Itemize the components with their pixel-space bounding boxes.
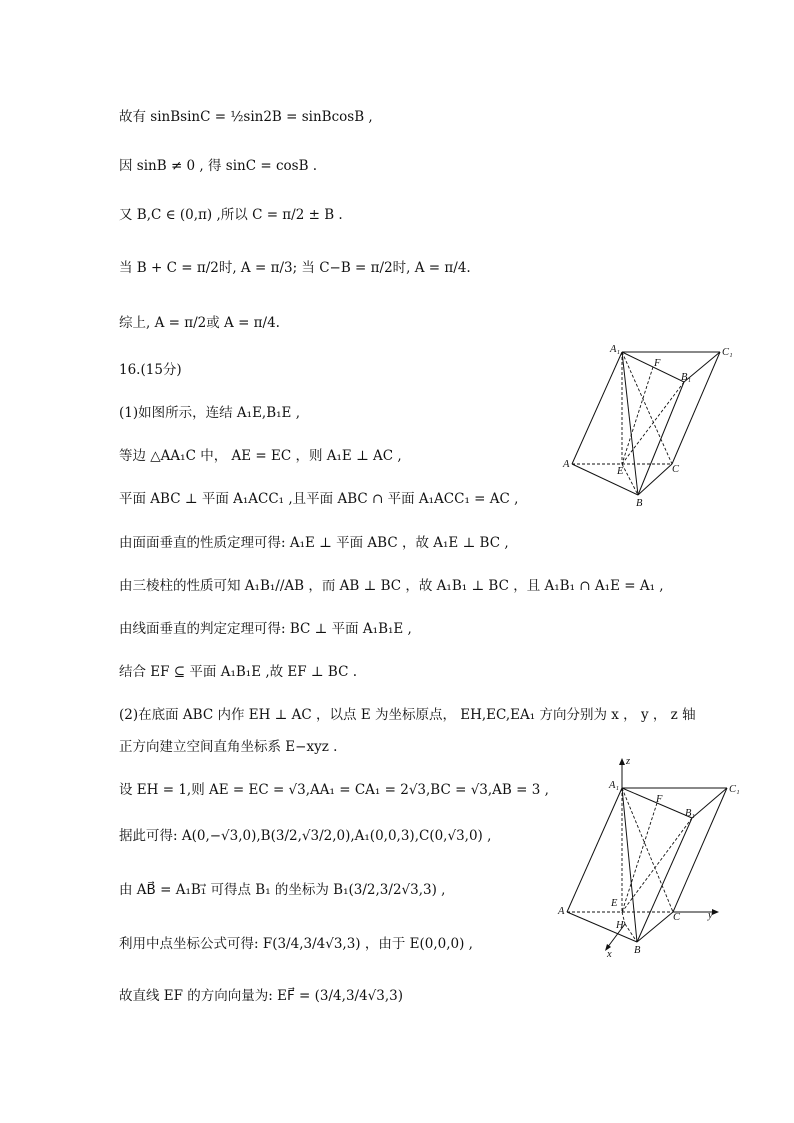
label-E: E — [617, 466, 624, 477]
label-C: C — [672, 464, 680, 475]
solution-line: 设 EH = 1,则 AE = EC = √3,AA₁ = CA₁ = 2√3,BC = √3,AB = 3 , — [119, 782, 549, 798]
solution-line: 当 B + C = π/2时, A = π/3; 当 C−B = π/2时, A = π/4. — [119, 260, 471, 276]
solution-line: 故直线 EF 的方向向量为: EF⃗ = (3/4,3/4√3,3) — [119, 988, 404, 1004]
label-B1: B₁ — [685, 808, 696, 819]
solution-line: 由三棱柱的性质可知 A₁B₁//AB ，而 AB ⊥ BC ，故 A₁B₁ ⊥ BC ，且 A₁B₁ ∩ A₁E = A₁ , — [119, 578, 664, 594]
label-E: E — [611, 898, 618, 909]
solution-line: 据此可得: A(0,−√3,0),B(3/2,√3/2,0),A₁(0,0,3),C(0,√3,0) , — [119, 828, 492, 844]
label-y: y — [708, 910, 713, 921]
label-C1: C₁ — [729, 784, 740, 795]
label-F: F — [656, 794, 663, 805]
solution-line: 利用中点坐标公式可得: F(3/4,3/4√3,3) ，由于 E(0,0,0) , — [119, 936, 473, 952]
prism-figure-1 — [560, 340, 740, 510]
solution-line: 因 sinB ≠ 0 , 得 sinC = cosB . — [119, 158, 318, 174]
label-z: z — [626, 756, 631, 767]
label-F: F — [654, 358, 661, 369]
z-arrowhead — [619, 758, 625, 765]
solution-line: 由面面垂直的性质定理可得: A₁E ⊥ 平面 ABC ，故 A₁E ⊥ BC , — [119, 535, 509, 551]
label-A: A — [563, 459, 570, 470]
solution-line: 等边 △AA₁C 中， AE = EC ，则 A₁E ⊥ AC , — [119, 448, 402, 464]
label-B: B — [636, 498, 643, 509]
label-C1: C₁ — [722, 347, 733, 358]
solution-line: 由线面垂直的判定定理可得: BC ⊥ 平面 A₁B₁E , — [119, 621, 412, 637]
label-x: x — [607, 949, 612, 960]
solution-line: (2)在底面 ABC 内作 EH ⊥ AC ，以点 E 为坐标原点， EH,EC,EA₁ 方向分别为 x ， y ， z 轴 — [119, 707, 696, 723]
solution-line: 由 AB⃗ = A₁B₁⃗ 可得点 B₁ 的坐标为 B₁(3/2,3/2√3,3) , — [119, 882, 446, 898]
solution-line: 又 B,C ∈ (0,π) ,所以 C = π/2 ± B . — [119, 207, 343, 223]
label-A1: A₁ — [609, 780, 620, 791]
solution-line: 16.(15分) — [119, 362, 182, 378]
solution-line: 平面 ABC ⊥ 平面 A₁ACC₁ ,且平面 ABC ∩ 平面 A₁ACC₁ = AC , — [119, 491, 519, 507]
label-B1: B₁ — [681, 372, 692, 383]
solution-line: (1)如图所示，连结 A₁E,B₁E , — [119, 405, 300, 421]
label-A1: A₁ — [610, 344, 621, 355]
label-B: B — [634, 945, 641, 956]
label-C: C — [673, 912, 681, 923]
label-A: A — [558, 906, 565, 917]
solution-line: 结合 EF ⊆ 平面 A₁B₁E ,故 EF ⊥ BC . — [119, 664, 358, 680]
prism-figure-2 — [555, 752, 755, 962]
label-H: H — [616, 920, 624, 931]
solution-line: 综上, A = π/2或 A = π/4. — [119, 315, 280, 331]
solution-line: 正方向建立空间直角坐标系 E−xyz . — [119, 739, 338, 755]
solution-line: 故有 sinBsinC = ½sin2B = sinBcosB , — [119, 109, 373, 125]
y-arrowhead — [712, 909, 719, 915]
